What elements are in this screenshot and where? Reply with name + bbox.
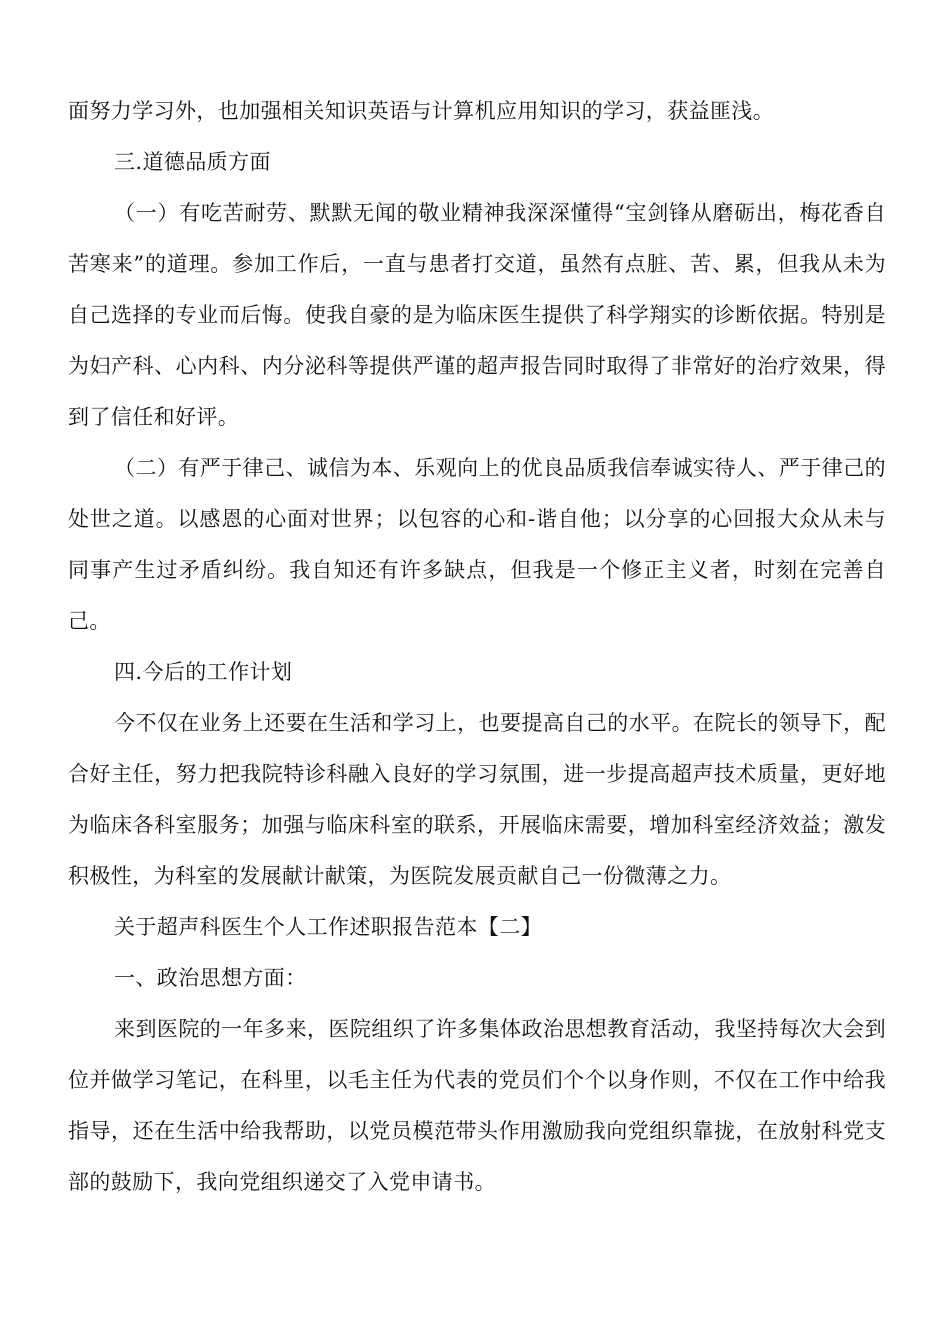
section-heading-moral-quality: 三.道德品质方面 (114, 150, 271, 174)
document-body (68, 86, 886, 1208)
section-heading-work-plan: 四.今后的工作计划 (114, 660, 293, 684)
report-title-two: 关于超声科医生个人工作述职报告范本【二】 (114, 915, 542, 939)
paragraph-political-thought: 来到医院的一年多来，医院组织了许多集体政治思想教育活动，我坚持每次大会到位并做学习笔记，在科里，以毛主任为代表的党员们个个以身作则，不仅在工作中给我指导，还在生活中给我帮助，以党员模范带头作用激励我向党组织靠拢，在放射科党支部的鼓励下，我向党组织递交了入党申请书。 (68, 1017, 886, 1194)
paragraph-continuation: 面努力学习外，也加强相关知识英语与计算机应用知识的学习，获益匪浅。 (68, 99, 775, 123)
paragraph-dedication: （一）有吃苦耐劳、默默无闻的敬业精神我深深懂得“宝剑锋从磨砺出，梅花香自苦寒来”的道理。参加工作后，一直与患者打交道，虽然有点脏、苦、累，但我从未为自己选择的专业而后悔。使我自豪的是为临床医生提供了科学翔实的诊断依据。特别是为妇产科、心内科、内分泌科等提供严谨的超声报告同时取得了非常好的治疗效果，得到了信任和好评。 (68, 201, 886, 429)
paragraph-integrity: （二）有严于律己、诚信为本、乐观向上的优良品质我信奉诚实待人、严于律己的处世之道。以感恩的心面对世界；以包容的心和-谐自他；以分享的心回报大众从未与同事产生过矛盾纠纷。我自知还有许多缺点，但我是一个修正主义者，时刻在完善自己。 (68, 456, 886, 633)
section-heading-political-thought: 一、政治思想方面： (114, 966, 307, 990)
paragraph-work-plan: 今不仅在业务上还要在生活和学习上，也要提高自己的水平。在院长的领导下，配合好主任，努力把我院特诊科融入良好的学习氛围，进一步提高超声技术质量，更好地为临床各科室服务；加强与临床科室的联系，开展临床需要，增加科室经济效益；激发积极性，为科室的发展献计献策，为医院发展贡献自己一份微薄之力。 (68, 711, 886, 888)
